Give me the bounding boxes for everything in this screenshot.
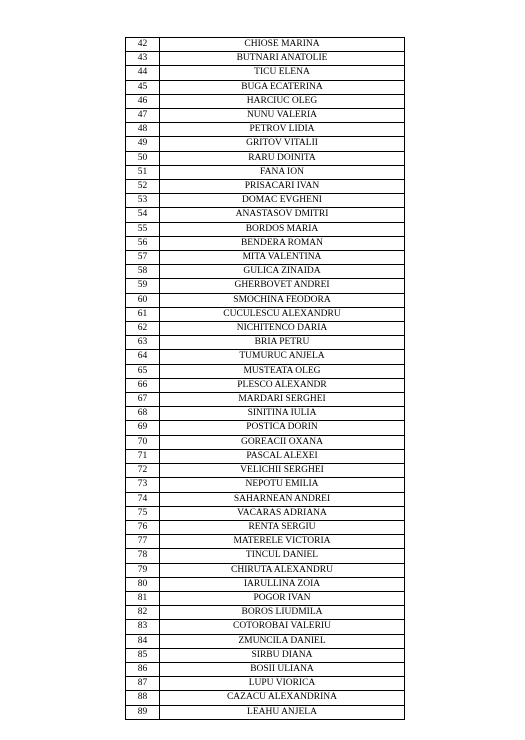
person-name-cell: MUSTEATA OLEG <box>160 364 405 378</box>
row-number-cell: 71 <box>126 449 160 463</box>
table-row <box>126 137 405 151</box>
table-row <box>126 307 405 321</box>
person-name-cell: CUCULESCU ALEXANDRU <box>160 307 405 321</box>
person-name-cell: LEAHU ANJELA <box>160 705 405 719</box>
table-row <box>126 123 405 137</box>
row-number-cell: 63 <box>126 336 160 350</box>
person-name-cell: HARCIUC OLEG <box>160 94 405 108</box>
row-number-cell: 59 <box>126 279 160 293</box>
table-row <box>126 80 405 94</box>
row-number-cell: 44 <box>126 66 160 80</box>
person-name-cell: SMOCHINA FEODORA <box>160 293 405 307</box>
person-name-cell: GRITOV VITALII <box>160 137 405 151</box>
table-row <box>126 549 405 563</box>
person-name-cell: BUGA ECATERINA <box>160 80 405 94</box>
table-row <box>126 464 405 478</box>
person-name-cell: TUMURUC ANJELA <box>160 350 405 364</box>
names-table <box>125 37 405 720</box>
table-row <box>126 449 405 463</box>
table-row <box>126 648 405 662</box>
person-name-cell: RARU DOINITA <box>160 151 405 165</box>
row-number-cell: 65 <box>126 364 160 378</box>
person-name-cell: BOSII ULIANA <box>160 662 405 676</box>
row-number-cell: 53 <box>126 194 160 208</box>
person-name-cell: PLESCO ALEXANDR <box>160 378 405 392</box>
row-number-cell: 49 <box>126 137 160 151</box>
row-number-cell: 88 <box>126 691 160 705</box>
table-row <box>126 236 405 250</box>
person-name-cell: MATERELE VICTORIA <box>160 535 405 549</box>
row-number-cell: 55 <box>126 222 160 236</box>
table-row <box>126 194 405 208</box>
person-name-cell: MITA VALENTINA <box>160 251 405 265</box>
names-table-body <box>126 38 405 720</box>
person-name-cell: CHIRUTA ALEXANDRU <box>160 563 405 577</box>
person-name-cell: SINITINA IULIA <box>160 407 405 421</box>
person-name-cell: GULICA ZINAIDA <box>160 265 405 279</box>
table-row <box>126 222 405 236</box>
row-number-cell: 87 <box>126 677 160 691</box>
table-row <box>126 38 405 52</box>
row-number-cell: 78 <box>126 549 160 563</box>
table-row <box>126 109 405 123</box>
person-name-cell: VELICHII SERGHEI <box>160 464 405 478</box>
table-row <box>126 506 405 520</box>
person-name-cell: LUPU VIORICA <box>160 677 405 691</box>
table-row <box>126 634 405 648</box>
row-number-cell: 83 <box>126 620 160 634</box>
row-number-cell: 70 <box>126 435 160 449</box>
row-number-cell: 68 <box>126 407 160 421</box>
row-number-cell: 45 <box>126 80 160 94</box>
table-row <box>126 151 405 165</box>
person-name-cell: GHERBOVET ANDREI <box>160 279 405 293</box>
table-row <box>126 407 405 421</box>
person-name-cell: RENTA SERGIU <box>160 520 405 534</box>
person-name-cell: COTOROBAI VALERIU <box>160 620 405 634</box>
row-number-cell: 50 <box>126 151 160 165</box>
table-row <box>126 279 405 293</box>
row-number-cell: 79 <box>126 563 160 577</box>
person-name-cell: TINCUL DANIEL <box>160 549 405 563</box>
table-row <box>126 591 405 605</box>
person-name-cell: SIRBU DIANA <box>160 648 405 662</box>
person-name-cell: CHIOSE MARINA <box>160 38 405 52</box>
person-name-cell: NUNU VALERIA <box>160 109 405 123</box>
person-name-cell: PETROV LIDIA <box>160 123 405 137</box>
row-number-cell: 52 <box>126 180 160 194</box>
row-number-cell: 61 <box>126 307 160 321</box>
row-number-cell: 54 <box>126 208 160 222</box>
row-number-cell: 60 <box>126 293 160 307</box>
person-name-cell: FANA ION <box>160 165 405 179</box>
table-row <box>126 606 405 620</box>
table-row <box>126 364 405 378</box>
table-row <box>126 520 405 534</box>
row-number-cell: 66 <box>126 378 160 392</box>
table-row <box>126 662 405 676</box>
table-row <box>126 378 405 392</box>
person-name-cell: TICU ELENA <box>160 66 405 80</box>
row-number-cell: 62 <box>126 322 160 336</box>
row-number-cell: 43 <box>126 52 160 66</box>
person-name-cell: CAZACU ALEXANDRINA <box>160 691 405 705</box>
table-row <box>126 421 405 435</box>
person-name-cell: POGOR IVAN <box>160 591 405 605</box>
table-row <box>126 393 405 407</box>
table-row <box>126 293 405 307</box>
row-number-cell: 47 <box>126 109 160 123</box>
table-row <box>126 620 405 634</box>
row-number-cell: 46 <box>126 94 160 108</box>
person-name-cell: PRISACARI IVAN <box>160 180 405 194</box>
table-row <box>126 265 405 279</box>
person-name-cell: ANASTASOV DMITRI <box>160 208 405 222</box>
row-number-cell: 84 <box>126 634 160 648</box>
row-number-cell: 74 <box>126 492 160 506</box>
person-name-cell: NEPOTU EMILIA <box>160 478 405 492</box>
row-number-cell: 56 <box>126 236 160 250</box>
table-row <box>126 492 405 506</box>
person-name-cell: SAHARNEAN ANDREI <box>160 492 405 506</box>
person-name-cell: VACARAS ADRIANA <box>160 506 405 520</box>
person-name-cell: MARDARI SERGHEI <box>160 393 405 407</box>
row-number-cell: 48 <box>126 123 160 137</box>
row-number-cell: 67 <box>126 393 160 407</box>
table-row <box>126 66 405 80</box>
person-name-cell: BUTNARI ANATOLIE <box>160 52 405 66</box>
person-name-cell: GOREACII OXANA <box>160 435 405 449</box>
table-row <box>126 691 405 705</box>
row-number-cell: 76 <box>126 520 160 534</box>
person-name-cell: BORDOS MARIA <box>160 222 405 236</box>
table-row <box>126 165 405 179</box>
table-row <box>126 180 405 194</box>
person-name-cell: BRIA PETRU <box>160 336 405 350</box>
table-row <box>126 251 405 265</box>
row-number-cell: 86 <box>126 662 160 676</box>
row-number-cell: 75 <box>126 506 160 520</box>
table-row <box>126 322 405 336</box>
table-row <box>126 52 405 66</box>
row-number-cell: 77 <box>126 535 160 549</box>
person-name-cell: DOMAC EVGHENI <box>160 194 405 208</box>
table-row <box>126 478 405 492</box>
row-number-cell: 69 <box>126 421 160 435</box>
row-number-cell: 64 <box>126 350 160 364</box>
table-row <box>126 577 405 591</box>
table-row <box>126 705 405 719</box>
person-name-cell: BENDERA ROMAN <box>160 236 405 250</box>
row-number-cell: 81 <box>126 591 160 605</box>
row-number-cell: 89 <box>126 705 160 719</box>
table-row <box>126 336 405 350</box>
person-name-cell: IARULLINA ZOIA <box>160 577 405 591</box>
table-row <box>126 350 405 364</box>
row-number-cell: 42 <box>126 38 160 52</box>
row-number-cell: 51 <box>126 165 160 179</box>
row-number-cell: 72 <box>126 464 160 478</box>
table-row <box>126 563 405 577</box>
table-row <box>126 94 405 108</box>
table-row <box>126 677 405 691</box>
row-number-cell: 58 <box>126 265 160 279</box>
person-name-cell: BOROS LIUDMILA <box>160 606 405 620</box>
row-number-cell: 57 <box>126 251 160 265</box>
row-number-cell: 85 <box>126 648 160 662</box>
table-row <box>126 535 405 549</box>
row-number-cell: 82 <box>126 606 160 620</box>
person-name-cell: POSTICA DORIN <box>160 421 405 435</box>
person-name-cell: ZMUNCILA DANIEL <box>160 634 405 648</box>
person-name-cell: PASCAL ALEXEI <box>160 449 405 463</box>
person-name-cell: NICHITENCO DARIA <box>160 322 405 336</box>
table-row <box>126 208 405 222</box>
table-row <box>126 435 405 449</box>
row-number-cell: 80 <box>126 577 160 591</box>
row-number-cell: 73 <box>126 478 160 492</box>
